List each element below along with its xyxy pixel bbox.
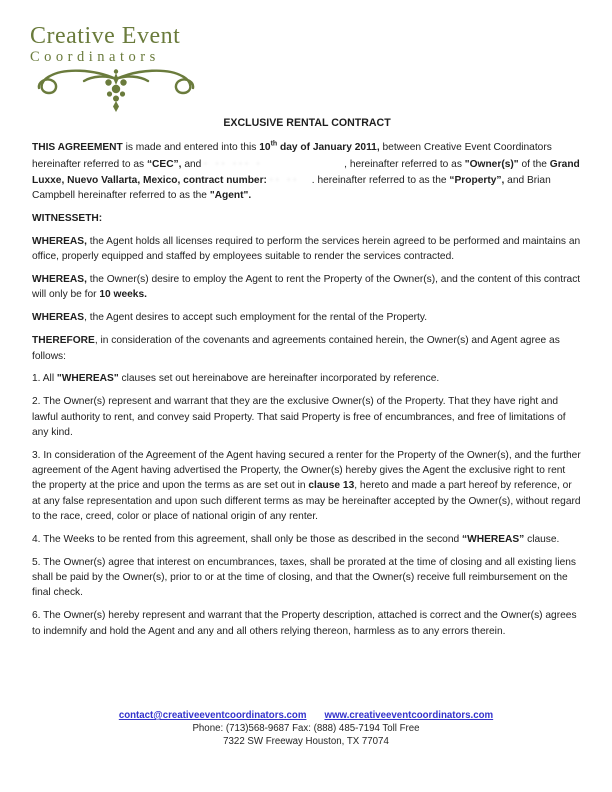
footer-phone-line: Phone: (713)568-9687 Fax: (888) 485-7194 Toll Free — [192, 722, 420, 734]
redacted-text: · ·· ··· · — [204, 157, 263, 167]
witnesseth-heading: WITNESSETH: — [32, 213, 103, 225]
redacted-text: ·· ·· — [269, 173, 300, 183]
clause-2: 2. The Owner(s) represent and warrant that they are the exclusive Owner(s) of the Property. That they have right and lawful authority to rent, and convey said Property. That said Property is free of encumbrances, and free of limitations of any kind. — [32, 396, 566, 438]
clause-5: 5. The Owner(s) agree that interest on encumbrances, taxes, shall be prorated at the time of closing and all existing liens shall be paid by the Owner(s), prior to or at the time of closing, and that the Owner(s) receive full reimbursement on the final check. — [32, 556, 577, 599]
therefore-paragraph: THEREFORE, in consideration of the covenants and agreements contained herein, the Owner(s) and Agent agree as follows: — [32, 335, 560, 362]
clause-1: 1. All "WHEREAS" clauses set out hereinabove are hereinafter incorporated by reference. — [32, 373, 440, 385]
contract-title: EXCLUSIVE RENTAL CONTRACT — [223, 117, 391, 129]
clause-6: 6. The Owner(s) hereby represent and warrant that the Property description, attached is correct and the Owner(s) agrees to indemnify and hold the Agent and any and all others relying thereon, harmless as to any errors therein. — [32, 610, 577, 637]
footer-website-link[interactable]: www.creativeeventcoordinators.com — [324, 710, 494, 721]
whereas-paragraph-3: WHEREAS, the Agent desires to accept such employment for the rental of the Property. — [32, 312, 428, 324]
logo-text-line1: Creative Event — [30, 23, 181, 49]
whereas-paragraph-2: WHEREAS, the Owner(s) desire to employ the Agent to rent the Property of the Owner(s), and the content of this contract will only be for 10 weeks. — [32, 274, 581, 301]
footer-email-link[interactable]: contact@creativeeventcoordinators.com — [118, 710, 307, 721]
page-footer — [0, 710, 612, 748]
clause-3: 3. In consideration of the Agreement of the Agent having secured a renter for the Property of the Owner(s), and the further agreement of the Agent having advertised the Property, the Owner(s) hereby gives the Agent the exclusive right to rent the property at the price and upon the terms as are set out in clause 13, hereto and made a part hereof by reference, or at any false representation and upon such different terms as may be hereinafter accepted by the Owner(s), without regard to the race, creed, color or place of national origin of any renter. — [32, 449, 581, 522]
company-logo — [30, 24, 202, 118]
contract-body — [32, 116, 582, 646]
flourish-ornament-icon — [30, 67, 202, 118]
logo-text-line2: Coordinators — [30, 49, 160, 65]
clause-4: 4. The Weeks to be rented from this agreement, shall only be those as described in the second “WHEREAS” clause. — [32, 533, 560, 545]
agreement-intro-paragraph: THIS AGREEMENT is made and entered into this 10th day of January 2011, between Creative Event Coordinators hereinafter referred to as “CEC”, and · ·· ··· · , hereinafter referred to as "Owner(s)" of the Grand Luxxe, Nuevo Vallarta, Mexico, contract number: ·· ·· . hereinafter referred to as the “Property”, and Brian Campbell hereinafter referred to as the "Agent". — [32, 140, 580, 202]
footer-links-row — [0, 710, 612, 723]
whereas-paragraph-1: WHEREAS, the Agent holds all licenses required to perform the services herein agreed to be performed and maintains an office, properly equipped and staffed by employees suitable to render the services contracted. — [32, 235, 581, 263]
footer-address-line: 7322 SW Freeway Houston, TX 77074 — [223, 735, 389, 747]
